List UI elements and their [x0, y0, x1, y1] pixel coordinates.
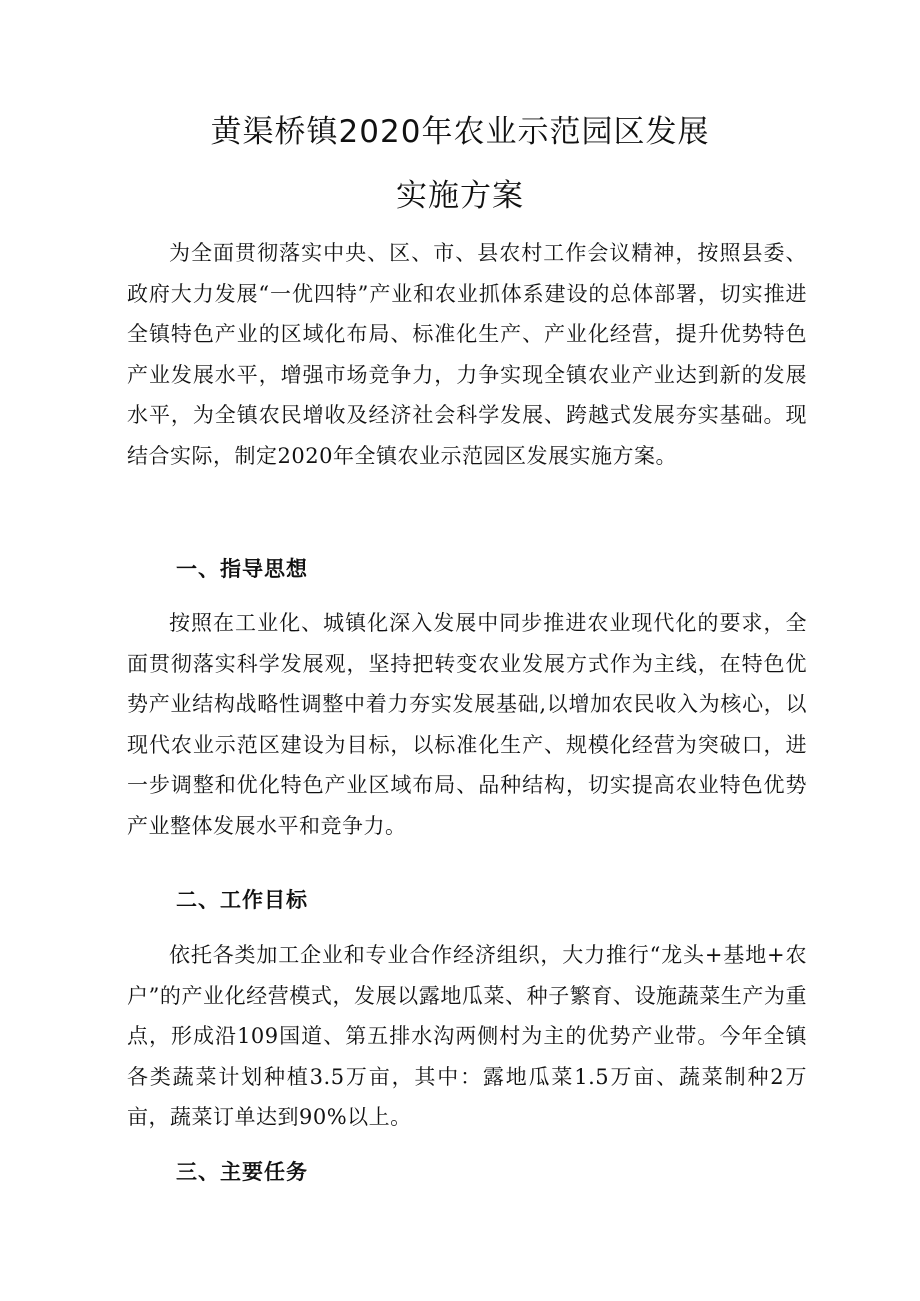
document-title-line-1: 黄渠桥镇2020年农业示范园区发展 [210, 114, 710, 150]
section-heading-main-tasks: 三、主要任务 [176, 1160, 308, 1184]
section-heading-work-goals: 二、工作目标 [176, 888, 308, 912]
document-title-line-2: 实施方案 [396, 178, 524, 214]
intro-paragraph: 为全面贯彻落实中央、区、市、县农村工作会议精神，按照县委、政府大力发展“一优四特”产业和农业抓体系建设的总体部署，切实推进全镇特色产业的区域化布局、标准化生产、产业化经营，提升优势特色产业发展水平，增强市场竞争力，力争实现全镇农业产业达到新的发展水平，为全镇农民增收及经济社会科学发展、跨越式发展夯实基础。现结合实际，制定2020年全镇农业示范园区发展实施方案。 [127, 241, 807, 468]
guiding-ideology-paragraph: 按照在工业化、城镇化深入发展中同步推进农业现代化的要求，全面贯彻落实科学发展观，坚持把转变农业发展方式作为主线，在特色优势产业结构战略性调整中着力夯实发展基础,以增加农民收入为核心，以现代农业示范区建设为目标，以标准化生产、规模化经营为突破口，进一步调整和优化特色产业区域布局、品种结构，切实提高农业特色优势产业整体发展水平和竞争力。 [127, 611, 807, 838]
work-goals-paragraph: 依托各类加工企业和专业合作经济组织，大力推行“龙头+基地+农户”的产业化经营模式，发展以露地瓜菜、种子繁育、设施蔬菜生产为重点，形成沿109国道、第五排水沟两侧村为主的优势产业带。今年全镇各类蔬菜计划种植3.5万亩，其中：露地瓜菜1.5万亩、蔬菜制种2万亩，蔬菜订单达到90%以上。 [127, 943, 807, 1129]
section-heading-guiding-ideology: 一、指导思想 [176, 557, 308, 581]
